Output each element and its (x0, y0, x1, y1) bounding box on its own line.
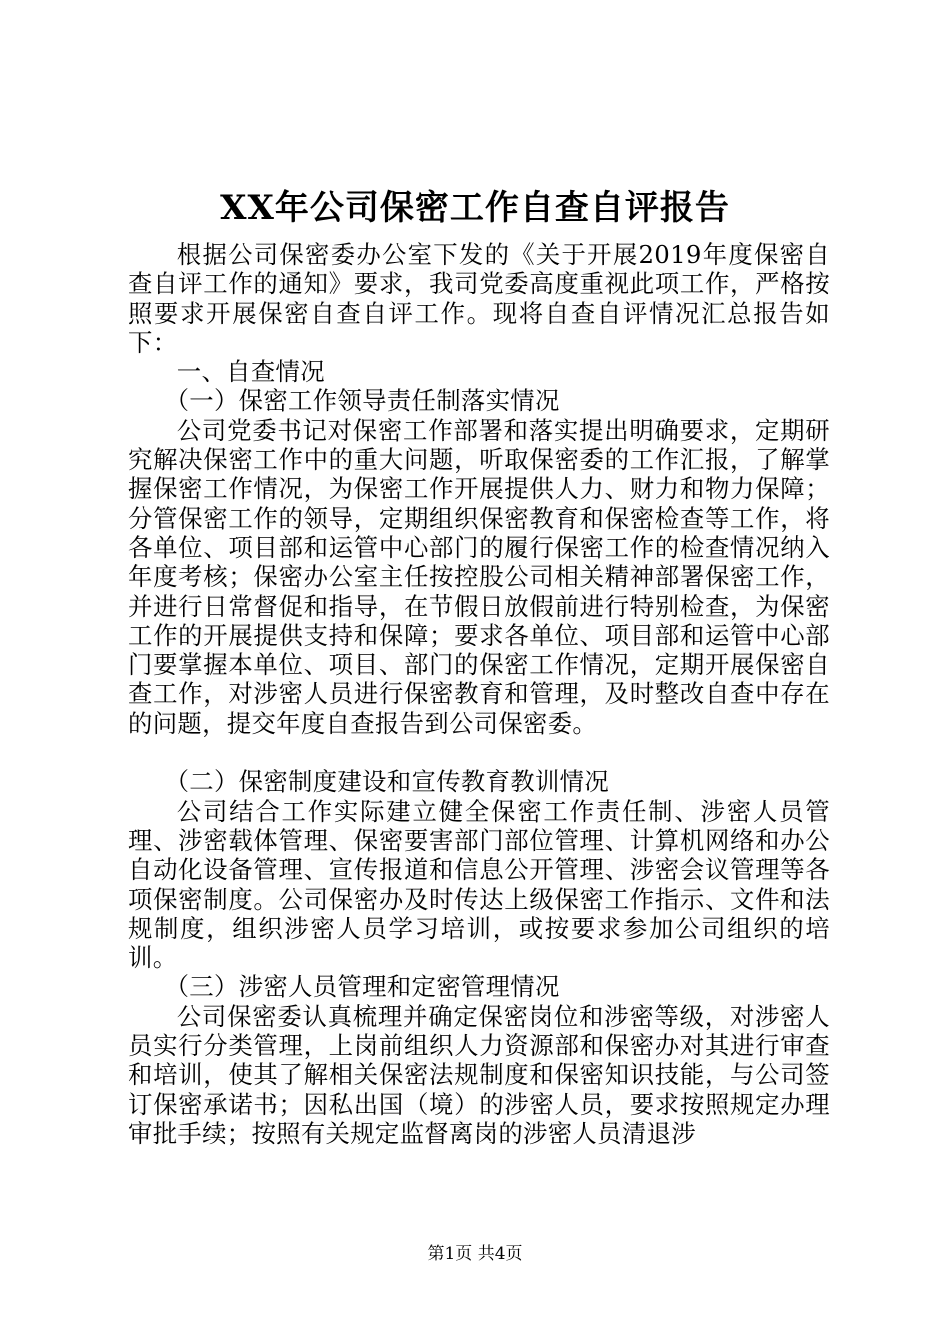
page-number-footer: 第1页 共4页 (427, 1244, 523, 1264)
paragraph-gap (128, 738, 830, 767)
intro-paragraph: 根据公司保密委办公室下发的《关于开展2019年度保密自查自评工作的通知》要求，我司党委高度重视此项工作，严格按照要求开展保密自查自评工作。现将自查自评情况汇总报告如下： (128, 240, 830, 357)
subsection-body-1: 公司党委书记对保密工作部署和落实提出明确要求，定期研究解决保密工作中的重大问题，听取保密委的工作汇报，了解掌握保密工作情况，为保密工作开展提供人力、财力和物力保障；分管保密工作的领导，定期组织保密教育和保密检查等工作，将各单位、项目部和运管中心部门的履行保密工作的检查情况纳入年度考核；保密办公室主任按控股公司相关精神部署保密工作，并进行日常督促和指导，在节假日放假前进行特别检查，为保密工作的开展提供支持和保障；要求各单位、项目部和运管中心部门要掌握本单位、项目、部门的保密工作情况，定期开展保密自查工作，对涉密人员进行保密教育和管理，及时整改自查中存在的问题，提交年度自查报告到公司保密委。 (128, 415, 830, 738)
subsection-body-3: 公司保密委认真梳理并确定保密岗位和涉密等级，对涉密人员实行分类管理，上岗前组织人力资源部和保密办对其进行审查和培训，使其了解相关保密法规制度和保密知识技能，与公司签订保密承诺书；因私出国（境）的涉密人员，要求按照规定办理审批手续；按照有关规定监督离岗的涉密人员清退涉 (128, 1001, 830, 1148)
subsection-body-2: 公司结合工作实际建立健全保密工作责任制、涉密人员管理、涉密载体管理、保密要害部门部位管理、计算机网络和办公自动化设备管理、宣传报道和信息公开管理、涉密会议管理等各项保密制度。公司保密办及时传达上级保密工作指示、文件和法规制度，组织涉密人员学习培训，或按要求参加公司组织的培训。 (128, 796, 830, 973)
subsection-heading-1: （一）保密工作领导责任制落实情况 (164, 386, 560, 416)
document-title: XX年公司保密工作自查自评报告 (220, 188, 730, 228)
section-heading-self-inspection: 一、自查情况 (176, 357, 325, 387)
document-body (128, 240, 830, 1148)
subsection-heading-3: （三）涉密人员管理和定密管理情况 (164, 972, 560, 1002)
subsection-heading-2: （二）保密制度建设和宣传教育教训情况 (164, 767, 610, 797)
